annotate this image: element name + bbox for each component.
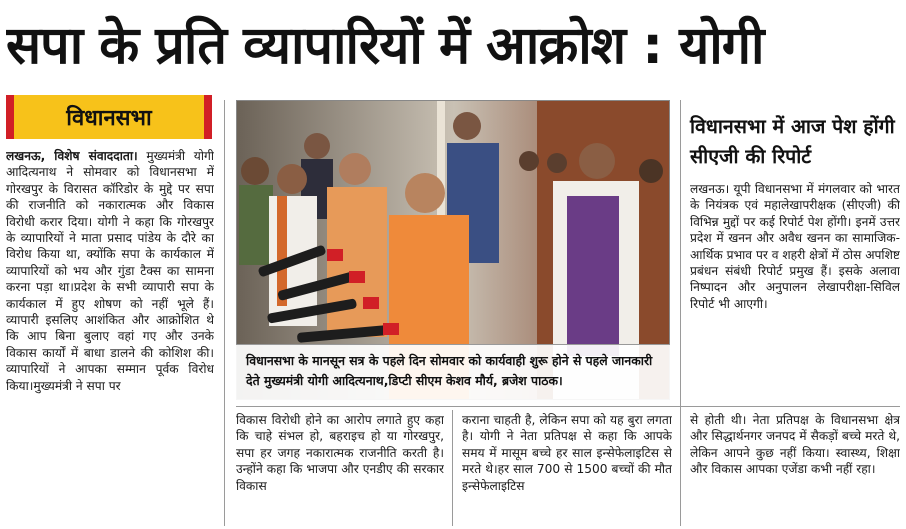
bottom-column-2: कराना चाहती है, लेकिन सपा को यह बुरा लगता है। योगी ने नेता प्रतिपक्ष से कहा कि आपके समय में मासूम बच्चे हर साल इन्सेफेलाइटिस से मरते थे।हर साल 700 से 1500 बच्चों की मौत इन्सेफेलाइटिस (462, 413, 672, 493)
column-divider (680, 100, 681, 526)
dateline: लखनऊ, विशेष संवाददाता। (6, 149, 138, 163)
bottom-column-1: विकास विरोधी होने का आरोप लगाते हुए कहा कि चाहे संभल हो, बहराइच हो या गोरखपुर, सपा हर जगह नकारात्मक राजनीति करती है। उन्होंने कहा कि भाजपा और एनडीए की सरकार विकास (236, 413, 444, 493)
left-column-article (6, 148, 214, 526)
column-divider (452, 410, 453, 526)
left-column-body: मुख्यमंत्री योगी आदित्यनाथ ने सोमवार को विधानसभा में गोरखपुर के विरासत कॉरिडोर के मुद्दे पर सपा की राजनीति को नकारात्मक और विकास विरोधी करार दिया। योगी ने कहा कि गोरखपुर के व्यापारियों ने माता प्रसाद पांडेय के दौरे का विरोध किया था, क्योंकि सपा के कार्यकाल में व्यापारियों को भय और गुंडा टैक्स का सामना करना पड़ा था।प्रदेश के सभी व्यापारी सपा के कार्यकाल में हुए शोषण को नहीं भूले हैं। व्यापारी इसलिए आशंकित और आक्रोशित थे कि आप बिना बुलाए वहां गए और उनके विकास कार्यों में बाधा डालने की कोशिश की। व्यापारियों ने आपका सम्मान पूर्वक विरोध किया।मुख्यमंत्री ने सपा पर (6, 149, 214, 393)
side-story-headline: विधानसभा में आज पेश होंगी सीएजी की रिपोर्ट (690, 115, 895, 168)
section-badge (6, 95, 212, 139)
side-story-body: लखनऊ। यूपी विधानसभा में मंगलवार को भारत के नियंत्रक एवं महालेखापरीक्षक (सीएजी) की विभिन्न मुद्दों पर कई रिपोर्ट पेश होंगी। इनमें उत्तर प्रदेश में खनन और अवैध खनन का सामाजिक-आर्थिक प्रभाव पर व शहरी क्षेत्रों में ठोस अपशिष्ट प्रबंधन संबंधी रिपोर्ट प्रमुख हैं। इसके अलावा निष्पादन और अनुपालन लेखापरीक्षा-सिविल रिपोर्ट भी आएगी। (690, 182, 900, 311)
bottom-column-3: से होती थी। नेता प्रतिपक्ष के विधानसभा क्षेत्र और सिद्धार्थनगर जनपद में सैकड़ों बच्चे मरते थे, लेकिन आपने कुछ नहीं किया। स्वास्थ्य, शिक्षा और विकास आपका एजेंडा कभी नहीं रहा। (690, 413, 900, 477)
section-label: विधानसभा (66, 106, 152, 131)
main-headline: सपा के प्रति व्यापारियों में आक्रोश : योगी (6, 16, 764, 76)
column-divider (224, 100, 225, 526)
photo-caption: विधानसभा के मानसून सत्र के पहले दिन सोमवार को कार्यवाही शुरू होने से पहले जानकारी देते मुख्यमंत्री योगी आदित्यनाथ,डिप्टी सीएम केशव मौर्य, ब्रजेश पाठक। (236, 344, 670, 400)
section-divider (236, 406, 900, 407)
